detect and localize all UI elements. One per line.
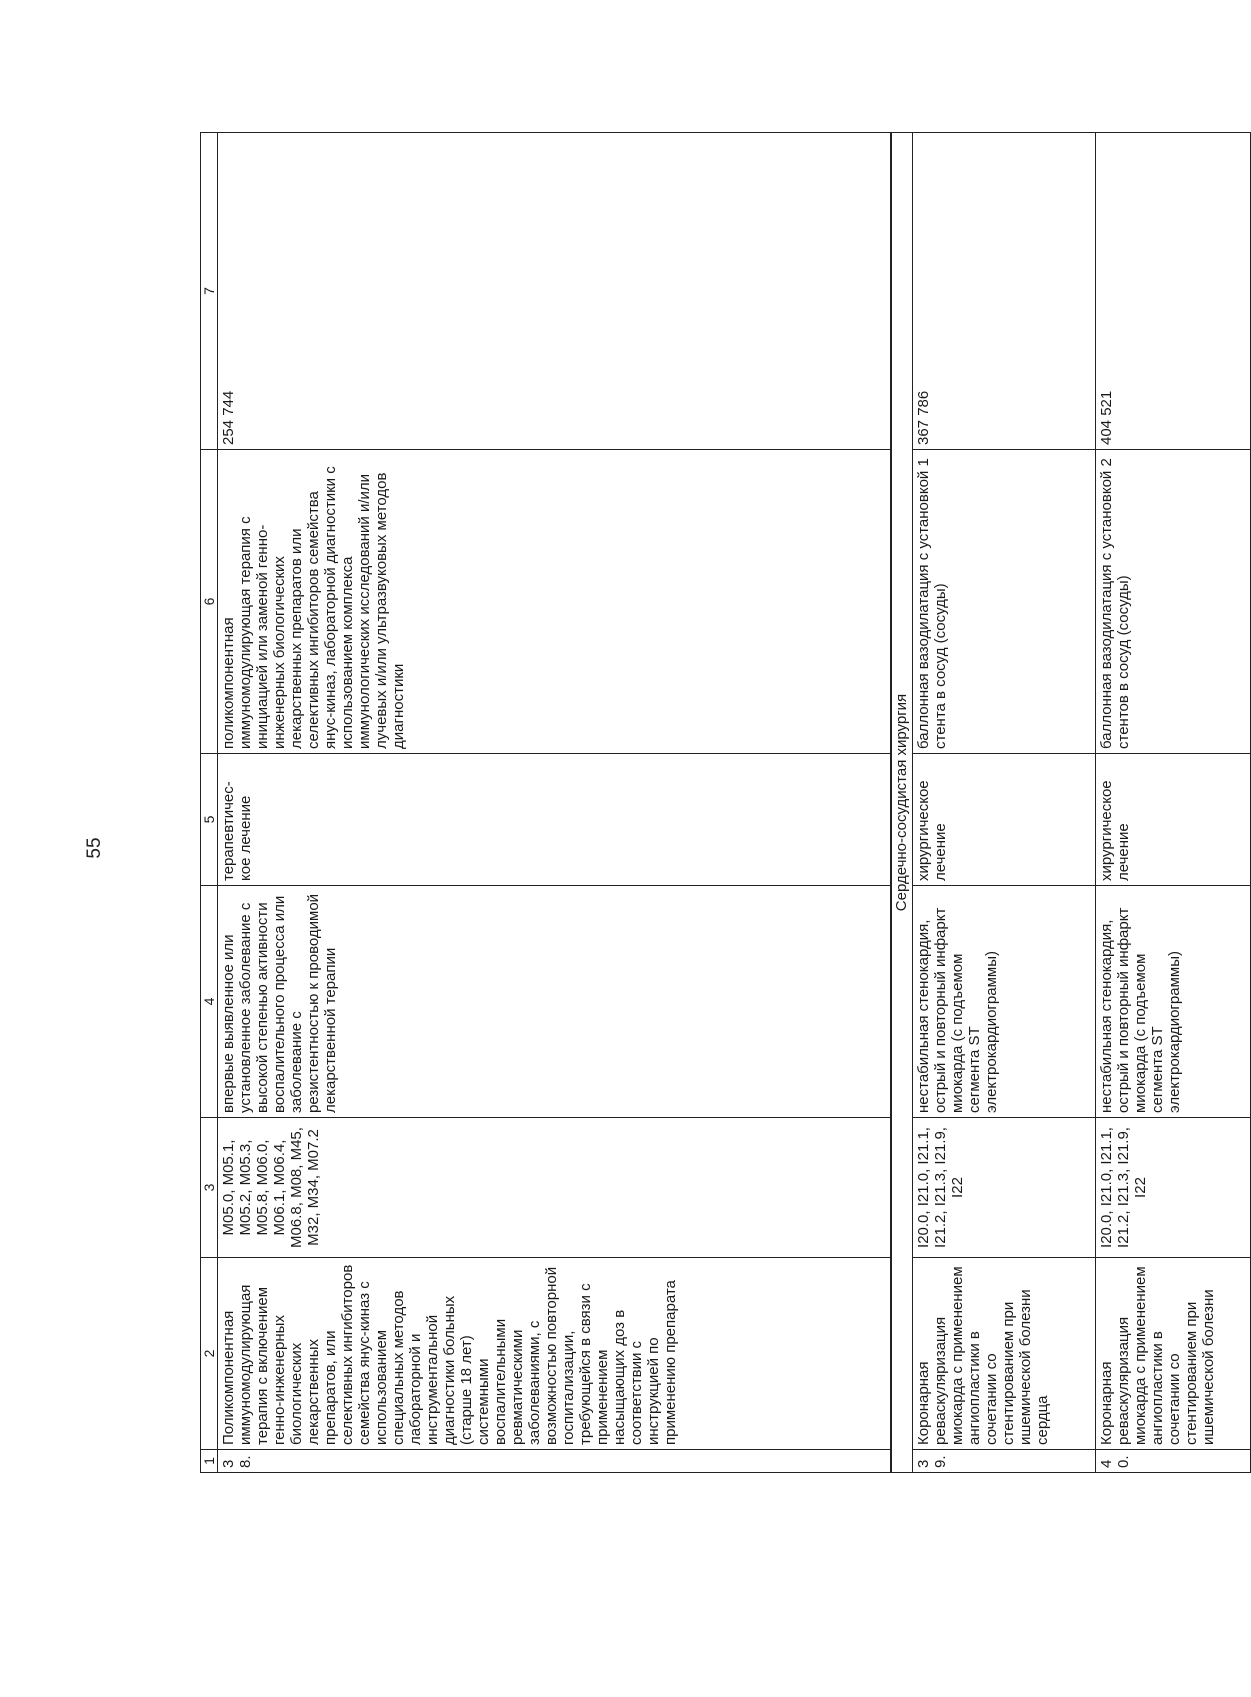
header-col-4: 4 [201,886,218,1118]
header-col-2: 2 [201,1258,218,1450]
row-codes: I20.0, I21.0, I21.1, I21.2, I21.3, I21.9, I22 [1096,1118,1251,1258]
header-col-5: 5 [201,754,218,886]
row-number: 39. [913,1450,1096,1473]
row-method: баллонная вазодилатация с установкой 1 стента в сосуд (сосуды) [913,450,1096,754]
row-name: Коронарная реваскуляризация миокарда с применением ангиопластики в сочетании со стентированием при ишемической болезни сердца [913,1258,1096,1450]
row-number: 38. [218,1450,892,1473]
row-codes: M05.0, M05.1, M05.2, M05.3, M05.8, M06.0, M06.1, M06.4, M06.8, M08, M45, M32, M34, M07.2 [218,1118,892,1258]
row-cost: 254 744 [218,133,892,450]
table-row [1096,133,1251,1473]
row-treatment-type: хирургическое лечение [913,754,1096,886]
row-method: поликомпонентная иммуномодулирующая терапия с инициацией или заменой генно-инженерных биологических лекарственных препаратов или селективных ингибиторов семейства янус-киназ, лабораторной диагностики с использованием комплекса иммунологических исследований и/или лучевых и/или ультразвуковых методов диагностики [218,450,892,754]
row-cost: 404 521 [1096,133,1251,450]
row-patient-model: нестабильная стенокардия, острый и повторный инфаркт миокарда (с подъемом сегмента ST электрокардиограммы) [913,886,1096,1118]
row-name: Поликомпонентная иммуномодулирующая терапия с включением генно-инженерных биологических лекарственных препаратов, или селективных ингибиторов семейства янус-киназ с использованием специальных методов лабораторной и инструментальной диагностики больных (старше 18 лет) системными воспалительными ревматическими заболеваниями, с возможностью повторной госпитализации, требующейся в связи с применением насыщающих доз в соответствии с инструкцией по применению препарата [218,1258,892,1450]
table-row [913,133,1096,1473]
procedures-table [200,132,1251,1473]
table-row [218,133,892,1473]
section-title: Сердечно-сосудистая хирургия [891,133,913,1473]
row-codes: I20.0, I21.0, I21.1, I21.2, I21.3, I21.9, I22 [913,1118,1096,1258]
row-number: 40. [1096,1450,1251,1473]
header-col-7: 7 [201,133,218,450]
rotated-table-area [200,133,1217,1473]
row-name: Коронарная реваскуляризация миокарда с применением ангиопластики в сочетании со стентированием при ишемической болезни [1096,1258,1251,1450]
header-col-3: 3 [201,1118,218,1258]
header-col-6: 6 [201,450,218,754]
row-patient-model: нестабильная стенокардия, острый и повторный инфаркт миокарда (с подъемом сегмента ST электрокардиограммы) [1096,886,1251,1118]
header-col-1: 1 [201,1450,218,1473]
section-header-row [891,133,913,1473]
row-cost: 367 786 [913,133,1096,450]
row-patient-model: впервые выявленное или установленное заболевание с высокой степенью активности воспалительного процесса или заболевание с резистентностью к проводимой лекарственной терапии [218,886,892,1118]
row-treatment-type: терапевтичес-кое лечение [218,754,892,886]
row-treatment-type: хирургическое лечение [1096,754,1251,886]
row-method: баллонная вазодилатация с установкой 2 стентов в сосуд (сосуды) [1096,450,1251,754]
column-number-header [201,133,218,1473]
page-number: 55 [84,837,105,859]
